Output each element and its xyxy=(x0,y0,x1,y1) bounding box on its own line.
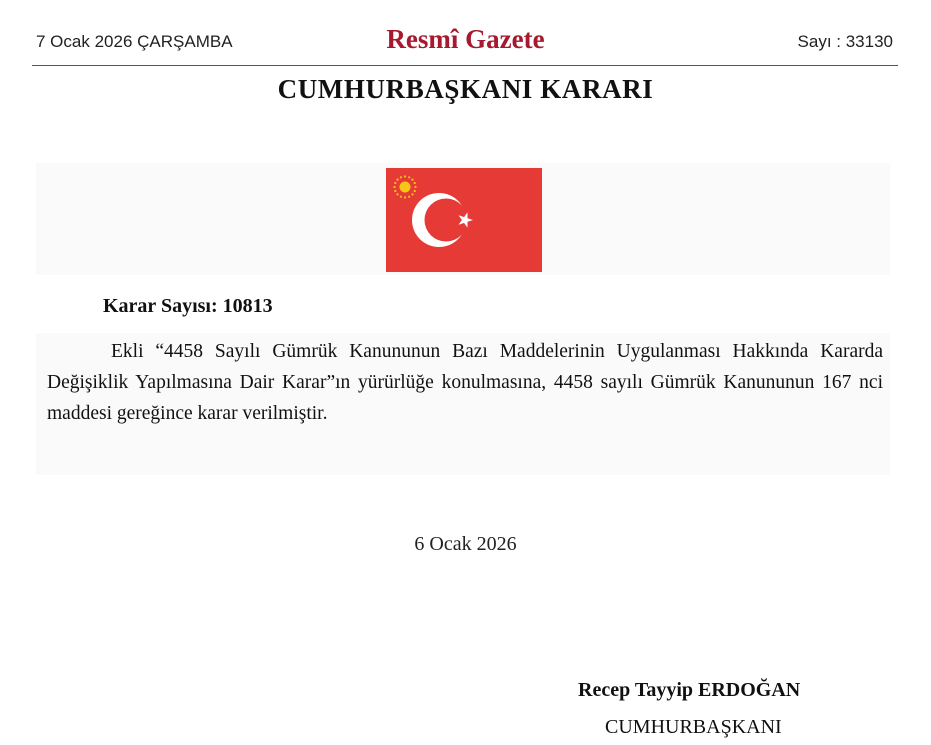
publication-title: Resmî Gazete xyxy=(386,24,545,54)
signer-name: Recep Tayyip ERDOĞAN xyxy=(578,679,801,701)
decision-body-text: Ekli “4458 Sayılı Gümrük Kanununun Bazı Maddelerinin Uygulanması Hakkında Kararda Değişiklik Yapılmasına Dair Karar”ın yürürlüğe konulmasına, 4458 sayılı Gümrük Kanununun 167 nci maddesi gereğince karar verilmiştir. xyxy=(47,341,883,424)
issue-number: Sayı : 33130 xyxy=(797,32,893,51)
signer-title: CUMHURBAŞKANI xyxy=(605,716,782,738)
issue-date: 7 Ocak 2026 ÇARŞAMBA xyxy=(36,32,233,51)
turkish-flag-with-presidential-emblem-icon xyxy=(386,168,542,272)
signature-date: 6 Ocak 2026 xyxy=(414,533,517,555)
section-heading: CUMHURBAŞKANI KARARI xyxy=(277,74,654,104)
header-divider xyxy=(32,65,898,66)
decision-number: Karar Sayısı: 10813 xyxy=(103,295,273,317)
